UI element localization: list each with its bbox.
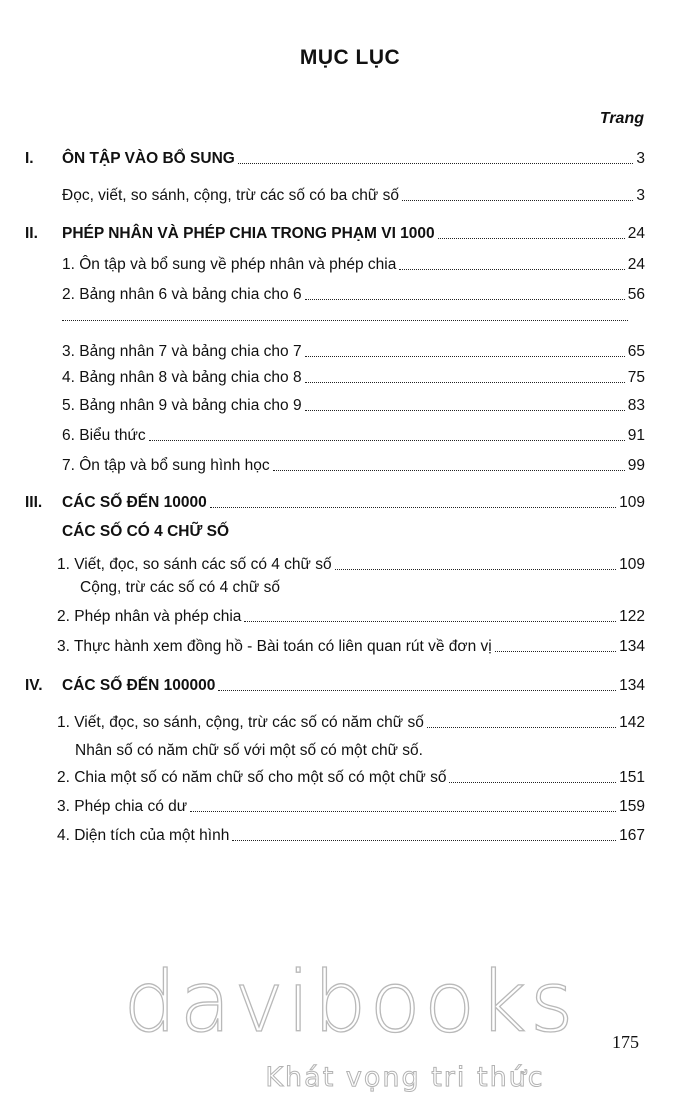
toc-section-iii[interactable] [0, 490, 700, 512]
section-numeral: I. [25, 150, 34, 167]
entry-title: 3. Phép chia có dư [57, 798, 188, 815]
entry-title: 3. Bảng nhân 7 và bảng chia cho 7 [62, 343, 302, 360]
leader-dots [232, 840, 616, 841]
toc-entry[interactable] [0, 453, 700, 475]
leader-dots [335, 569, 617, 570]
page-ref: 3 [636, 150, 645, 167]
page-ref: 109 [619, 494, 645, 511]
page-ref: 167 [619, 827, 645, 844]
entry-title: 4. Bảng nhân 8 và bảng chia cho 8 [62, 369, 302, 386]
page-ref: 24 [627, 225, 645, 242]
entry-title: 4. Diện tích của một hình [57, 827, 230, 844]
entry-title: 1. Ôn tập và bổ sung về phép nhân và phép chia [62, 256, 397, 273]
toc-entry[interactable] [0, 252, 700, 274]
leader-dots [210, 507, 616, 508]
toc-entry[interactable] [0, 365, 700, 387]
page-column-label: Trang [599, 110, 644, 127]
toc-entry[interactable] [0, 282, 700, 304]
toc-section-iv[interactable] [0, 673, 700, 695]
leader-dots [190, 811, 616, 812]
toc-entry[interactable] [0, 823, 700, 845]
entry-title: 3. Thực hành xem đồng hồ - Bài toán có liên quan rút về đơn vị [57, 638, 492, 655]
section-numeral: IV. [25, 677, 43, 694]
page-ref: 134 [619, 638, 645, 655]
page-ref: 122 [619, 608, 645, 625]
leader-dots [427, 727, 616, 728]
leader-dots [273, 470, 625, 471]
page-ref: 159 [619, 798, 645, 815]
section-numeral: II. [25, 225, 38, 242]
toc-entry[interactable] [0, 552, 700, 574]
toc-section-ii[interactable] [0, 221, 700, 243]
watermark-brand: davibooks [123, 953, 577, 1051]
toc-entry[interactable] [0, 634, 700, 656]
page-ref: 151 [619, 769, 645, 786]
page-ref: 142 [619, 714, 645, 731]
section-title: PHÉP NHÂN VÀ PHÉP CHIA TRONG PHẠM VI 1000 [62, 225, 435, 242]
entry-title: 5. Bảng nhân 9 và bảng chia cho 9 [62, 397, 302, 414]
page-ref: 134 [619, 677, 645, 694]
leader-dots [305, 356, 625, 357]
leader-dots [305, 410, 625, 411]
leader-dots [238, 163, 634, 164]
page-ref: 99 [627, 457, 645, 474]
section-numeral: III. [25, 494, 43, 511]
toc-entry[interactable] [0, 710, 700, 732]
leader-dots [438, 238, 625, 239]
page-ref: 91 [627, 427, 645, 444]
leader-dots [305, 382, 625, 383]
toc-section-subtitle [0, 519, 700, 541]
page-number: 175 [612, 1032, 639, 1052]
entry-title: Đọc, viết, so sánh, cộng, trừ các số có ba chữ số [62, 187, 399, 204]
page-ref: 83 [627, 397, 645, 414]
dotted-separator [62, 320, 628, 321]
leader-dots [399, 269, 624, 270]
toc-entry[interactable] [0, 339, 700, 361]
toc-entry-continuation [0, 575, 700, 597]
entry-continuation: Cộng, trừ các số có 4 chữ số [80, 579, 280, 596]
toc-entry-continuation [0, 738, 700, 760]
entry-title: 6. Biểu thức [62, 427, 146, 444]
leader-dots [402, 200, 633, 201]
page-ref: 3 [636, 187, 645, 204]
toc-entry[interactable] [0, 794, 700, 816]
leader-dots [305, 299, 625, 300]
toc-entry[interactable] [0, 604, 700, 626]
leader-dots [149, 440, 625, 441]
entry-continuation: Nhân số có năm chữ số với một số có một chữ số. [75, 742, 423, 759]
entry-title: 7. Ôn tập và bổ sung hình học [62, 457, 270, 474]
page-ref: 56 [627, 286, 645, 303]
entry-title: 1. Viết, đọc, so sánh các số có 4 chữ số [57, 556, 332, 573]
entry-title: 2. Phép nhân và phép chia [57, 608, 242, 625]
page-ref: 109 [619, 556, 645, 573]
toc-section-i[interactable] [0, 146, 700, 168]
section-title: CÁC SỐ ĐẾN 10000 [62, 494, 207, 511]
entry-title: 2. Chia một số có năm chữ số cho một số có một chữ số [57, 769, 447, 786]
leader-dots [495, 651, 616, 652]
toc-entry[interactable] [0, 765, 700, 787]
watermark-tagline: Khát vọng tri thức [265, 1062, 545, 1093]
page-ref: 24 [627, 256, 645, 273]
page-ref: 65 [627, 343, 645, 360]
leader-dots [244, 621, 616, 622]
leader-dots [218, 690, 616, 691]
page-title: MỤC LỤC [299, 46, 401, 69]
toc-entry[interactable] [0, 423, 700, 445]
leader-dots [449, 782, 616, 783]
section-title: CÁC SỐ ĐẾN 100000 [62, 677, 216, 694]
section-subtitle: CÁC SỐ CÓ 4 CHỮ SỐ [62, 523, 230, 540]
section-title: ÔN TẬP VÀO BỔ SUNG [62, 150, 235, 167]
page-ref: 75 [627, 369, 645, 386]
entry-title: 1. Viết, đọc, so sánh, cộng, trừ các số có năm chữ số [57, 714, 424, 731]
entry-title: 2. Bảng nhân 6 và bảng chia cho 6 [62, 286, 302, 303]
toc-entry[interactable] [0, 183, 700, 205]
toc-entry[interactable] [0, 393, 700, 415]
